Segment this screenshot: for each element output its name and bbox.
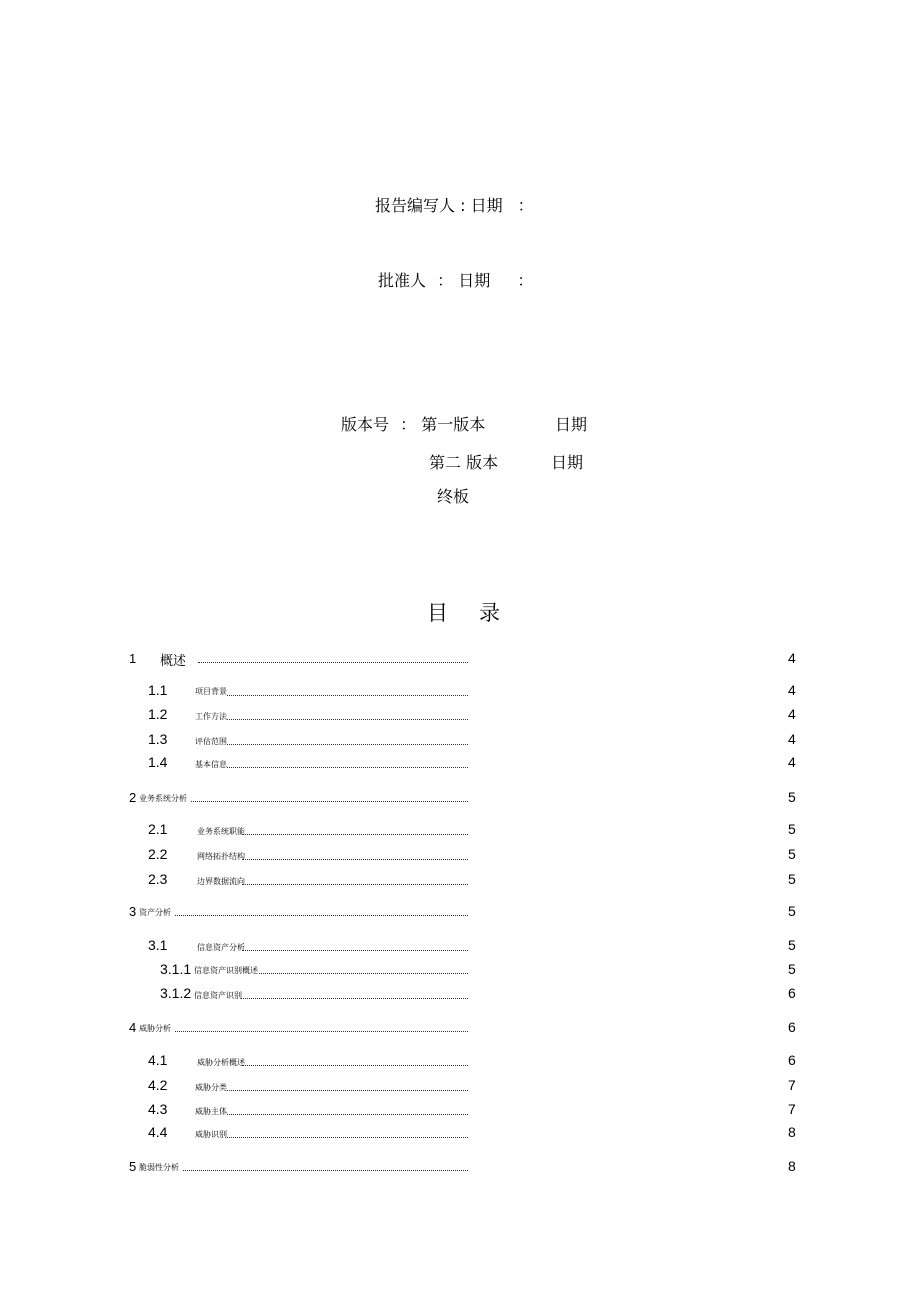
toc-label: 威胁识别: [195, 1130, 227, 1139]
toc-leader: [198, 662, 468, 663]
toc-leader: [227, 695, 468, 696]
approver-line: [378, 268, 533, 291]
toc-num: 1.2: [148, 706, 168, 722]
toc-page: 5: [788, 961, 796, 977]
toc-label: 信息资产识别: [194, 991, 242, 1000]
toc-page: 5: [788, 846, 796, 862]
toc-page: 5: [788, 871, 796, 887]
toc-page: 5: [788, 903, 796, 919]
toc-leader: [227, 1090, 468, 1091]
toc-leader: [175, 1031, 468, 1032]
toc-num: 4.1: [148, 1052, 168, 1068]
approver-date-label: 日期: [458, 271, 491, 290]
version2-date: 日期: [551, 453, 584, 472]
toc-num: 5: [129, 1159, 137, 1174]
toc-label: 网络拓扑结构: [197, 852, 245, 861]
toc-leader: [259, 973, 468, 974]
toc-page: 4: [788, 650, 796, 666]
toc-leader: [227, 744, 468, 745]
toc-page: 5: [788, 937, 796, 953]
toc-page: 7: [788, 1101, 796, 1117]
toc-leader: [227, 719, 468, 720]
approver-colon: ：: [437, 271, 454, 290]
toc-leader: [227, 1137, 468, 1138]
toc-leader: [241, 998, 468, 999]
toc-label: 信息资产识别概述: [194, 966, 258, 975]
version-line-1: [341, 412, 485, 435]
toc-page: 4: [788, 754, 796, 770]
toc-label: 业务系统职能: [197, 827, 245, 836]
toc-num: 3.1.2: [160, 985, 192, 1001]
final-version: 终板: [437, 487, 470, 506]
toc-page: 8: [788, 1124, 796, 1140]
toc-leader: [242, 950, 468, 951]
toc-label: 基本信息: [195, 760, 227, 769]
toc-label: 威胁分析: [139, 1024, 171, 1033]
toc-leader: [183, 1170, 468, 1171]
toc-num: 2.3: [148, 871, 168, 887]
version-colon: ：: [400, 415, 417, 434]
toc-num: 4.4: [148, 1124, 168, 1140]
toc-page: 8: [788, 1158, 796, 1174]
toc-page: 4: [788, 731, 796, 747]
toc-label: 威胁主体: [195, 1107, 227, 1116]
toc-page: 5: [788, 789, 796, 805]
toc-num: 4: [129, 1020, 137, 1035]
writer-line: [375, 193, 534, 216]
toc-leader: [242, 1065, 468, 1066]
version1-date: 日期: [555, 415, 588, 434]
toc-page: 4: [788, 682, 796, 698]
toc-label: 资产分析: [139, 908, 171, 917]
toc-leader: [227, 1114, 468, 1115]
toc-label: 业务系统分析: [139, 794, 187, 803]
toc-label: 脆弱性分析: [139, 1163, 179, 1172]
toc-label: 项目背景: [195, 687, 227, 696]
version2: 第二 版本: [429, 453, 499, 472]
toc-label: 概述: [160, 654, 187, 669]
toc-leader: [242, 859, 468, 860]
toc-title-a: 目: [427, 601, 448, 625]
toc-title-b: 录: [479, 601, 500, 625]
toc-num: 4.2: [148, 1077, 168, 1093]
toc-label: 工作方法: [195, 712, 227, 721]
toc-num: 3: [129, 904, 137, 919]
toc-label: 威胁分类: [195, 1083, 227, 1092]
approver-label: 批准人: [378, 271, 427, 290]
writer-colon: ：: [517, 196, 534, 215]
toc-num: 3.1.1: [160, 961, 192, 977]
toc-num: 2.1: [148, 821, 168, 837]
toc-page: 5: [788, 821, 796, 837]
toc-page: 6: [788, 985, 796, 1001]
toc-label: 评估范围: [195, 737, 227, 746]
toc-num: 1.1: [148, 682, 168, 698]
toc-leader: [242, 884, 468, 885]
toc-leader: [242, 834, 468, 835]
toc-label: 信息资产分析: [197, 943, 245, 952]
version1: 第一版本: [421, 415, 486, 434]
toc-leader: [191, 801, 468, 802]
toc-num: 4.3: [148, 1101, 168, 1117]
toc-num: 2.2: [148, 846, 168, 862]
version-label: 版本号: [341, 415, 390, 434]
toc-label: 威胁分析概述: [197, 1058, 245, 1067]
toc-num: 1.4: [148, 754, 168, 770]
toc-leader: [227, 767, 468, 768]
writer-label: 报告编写人 : 日期: [375, 196, 503, 215]
toc-num: 2: [129, 790, 137, 805]
toc-page: 7: [788, 1077, 796, 1093]
toc-page: 6: [788, 1052, 796, 1068]
toc-num: 3.1: [148, 937, 168, 953]
toc-page: 6: [788, 1019, 796, 1035]
toc-page: 4: [788, 706, 796, 722]
toc-label: 边界数据流向: [197, 877, 245, 886]
toc-leader: [175, 915, 468, 916]
toc-num: 1.3: [148, 731, 168, 747]
toc-num: 1: [129, 651, 137, 666]
approver-date-colon: ：: [517, 271, 534, 290]
